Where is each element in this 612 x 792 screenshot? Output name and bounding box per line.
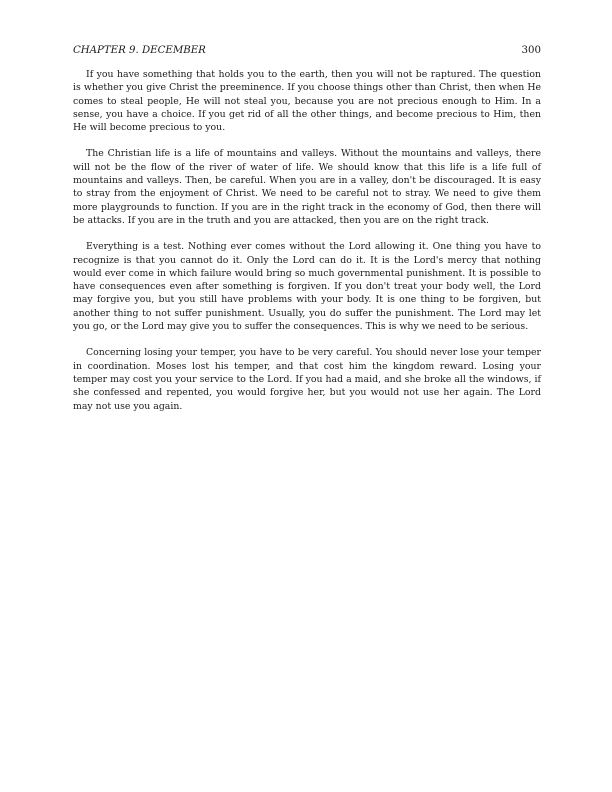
body-text	[73, 68, 541, 426]
paragraph: Concerning losing your temper, you have to be very careful. You should never lose your temper in coordination. Moses lost his temper, and that cost him the kingdom reward. Losing your temper may cost you your service to the Lord. If you had a maid, and she broke all the windows, if she confessed and repented, you would forgive her, but you would not use her again. The Lord may not use you again.	[73, 347, 541, 412]
running-header	[73, 44, 541, 58]
chapter-title: CHAPTER 9. DECEMBER	[73, 45, 206, 56]
page-number: 300	[521, 45, 541, 56]
paragraph: The Christian life is a life of mountains and valleys. Without the mountains and valleys, there will not be the flow of the river of water of life. We should know that this life is a life full of mountains and valleys. Then, be careful. When you are in a valley, don't be discouraged. It is easy to stray from the enjoyment of Christ. We need to be careful not to stray. We need to give them more playgrounds to function. If you are in the right track in the economy of God, then there will be attacks. If you are in the truth and you are attacked, then you are on the right track.	[73, 148, 541, 226]
paragraph: Everything is a test. Nothing ever comes without the Lord allowing it. One thing you have to recognize is that you cannot do it. Only the Lord can do it. It is the Lord's mercy that nothing would ever come in which failure would bring so much governmental punishment. It is possible to have consequences even after something is forgiven. If you don't treat your body well, the Lord may forgive you, but you still have problems with your body. It is one thing to be forgiven, but another thing to not suffer punishment. Usually, you do suffer the punishment. The Lord may let you go, or the Lord may give you to suffer the consequences. This is why we need to be serious.	[73, 241, 541, 333]
paragraph: If you have something that holds you to the earth, then you will not be raptured. The question is whether you give Christ the preeminence. If you choose things other than Christ, then when He comes to steal people, He will not steal you, because you are not precious enough to Him. In a sense, you have a choice. If you get rid of all the other things, and become precious to Him, then He will become precious to you.	[73, 69, 541, 134]
